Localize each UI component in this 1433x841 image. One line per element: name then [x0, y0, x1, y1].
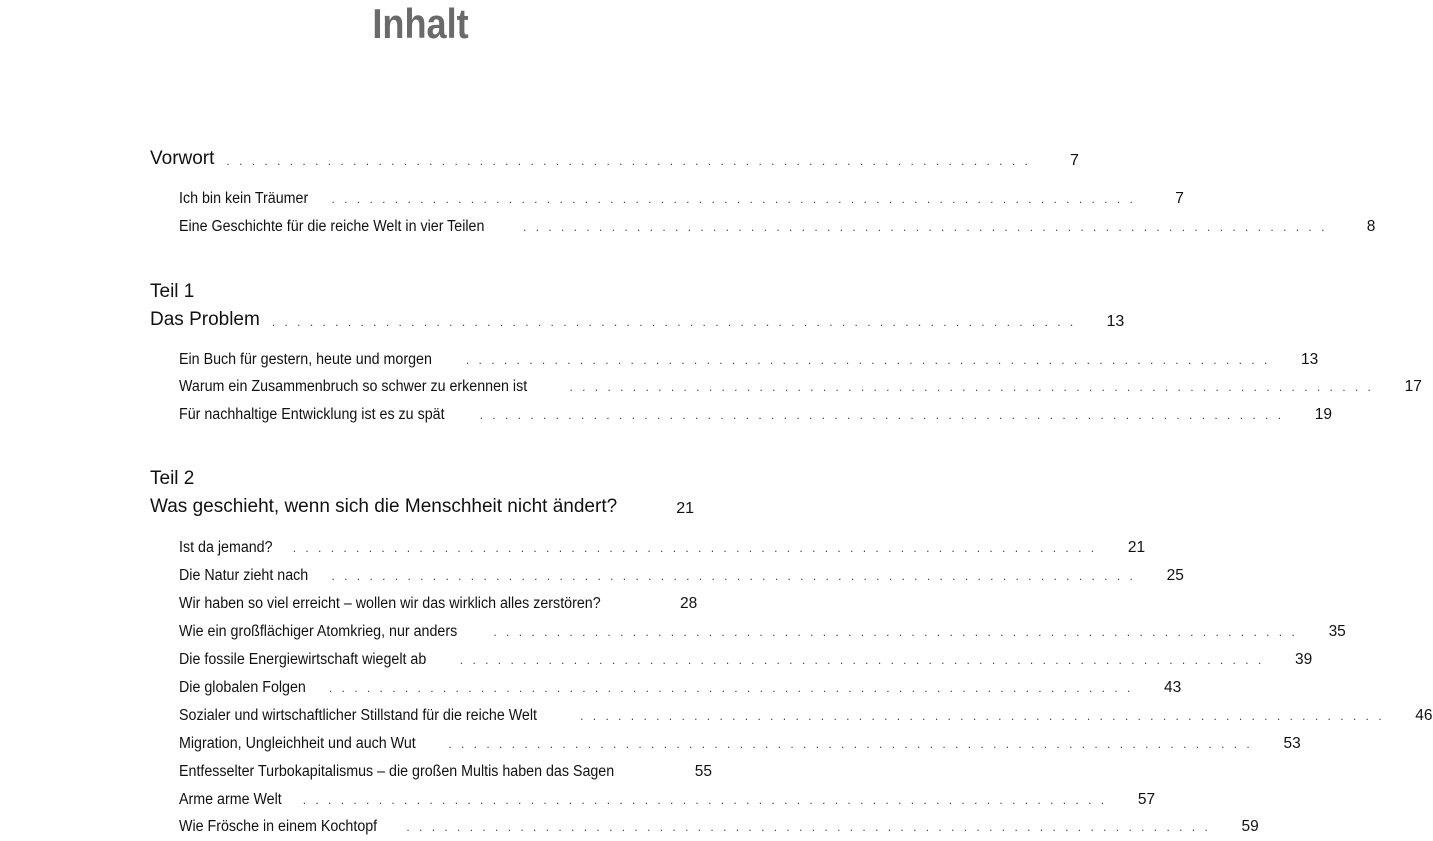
toc-item-title: Migration, Ungleichheit und auch Wut: [179, 735, 416, 752]
leader-dots: . . . . . . . . . . . . . . . . . . . . . . . . . . . . . . . . . . . . . . . . . . . . . . . . . . . . . . . . . . . . . . . .: [302, 793, 1108, 807]
toc-page-number: 59: [1241, 818, 1259, 835]
page-title: Inhalt: [372, 0, 469, 47]
toc-item-title: Die fossile Energiewirtschaft wiegelt ab: [179, 651, 427, 668]
toc-item: [179, 212, 1376, 236]
toc-item-title: Die Natur zieht nach: [179, 567, 309, 584]
leader-dots: . . . . . . . . . . . . . . . . . . . . . . . . . . . . . . . . . . . . . . . . . . . . . . . . . . . . . . . . . . . . . . . .: [493, 625, 1298, 639]
toc-part-label: Teil 2: [150, 468, 195, 489]
toc-chapter-vorwort: [150, 146, 1079, 170]
toc-page-number: 35: [1328, 623, 1346, 640]
toc-page-number: 55: [694, 763, 713, 780]
toc-page-number: 25: [1166, 567, 1184, 584]
toc-item: [179, 184, 1184, 208]
leader-dots: . . . . . . . . . . . . . . . . . . . . . . . . . . . . . . . . . . . . . . . . . . . . . . . . . . . . . . . . . . . . . . . .: [569, 380, 1374, 394]
toc-page-number: 13: [1301, 351, 1319, 368]
toc-chapter-title: Was geschieht, wenn sich die Menschheit nicht ändert?: [150, 496, 618, 517]
leader-dots: . . . . . . . . . . . . . . . . . . . . . . . . . . . . . . . . . . . . . . . . . . . . . . . . . . . . . . . . . . . . . . . .: [448, 737, 1253, 751]
toc-item: [179, 701, 1433, 725]
toc-item: [179, 645, 1313, 669]
toc-chapter-title: Das Problem: [150, 309, 260, 330]
toc-item-title: Ich bin kein Träumer: [179, 190, 309, 207]
leader-dots: . . . . . . . . . . . . . . . . . . . . . . . . . . . . . . . . . . . . . . . . . . . . . . . . . . . . . . . . . . . . . . . .: [479, 408, 1285, 422]
toc-page-number: 17: [1404, 378, 1422, 395]
toc-page-number: 53: [1283, 735, 1301, 752]
toc-item-title: Warum ein Zusammenbruch so schwer zu erkennen ist: [179, 378, 528, 395]
toc-item: [179, 400, 1333, 424]
toc-chapter-teil1: [150, 307, 1125, 331]
toc-item-title: Wir haben so viel erreicht – wollen wir das wirklich alles zerstören?: [179, 595, 601, 612]
toc-item: [179, 673, 1182, 697]
toc-item-title: Arme arme Welt: [179, 791, 282, 808]
toc-page-number: 21: [1127, 539, 1146, 556]
toc-item-title: Die globalen Folgen: [179, 679, 306, 696]
toc-part-label: Teil 1: [150, 281, 195, 302]
toc-item: [179, 757, 713, 781]
leader-dots: . . . . . . . . . . . . . . . . . . . . . . . . . . . . . . . . . . . . . . . . . . . . . . . . . . . . . . . . . . . . . . . .: [328, 681, 1134, 695]
toc-item-title: Wie Frösche in einem Kochtopf: [179, 818, 378, 835]
toc-page-number: 28: [680, 595, 698, 612]
leader-dots: . . . . . . . . . . . . . . . . . . . . . . . . . . . . . . . . . . . . . . . . . . . . . . . . . . . . . . . . . . . . . . . .: [522, 220, 1328, 234]
toc-page-number: 7: [1175, 190, 1184, 207]
leader-dots: . . . . . . . . . . . . . . . . . . . . . . . . . . . . . . . . . . . . . . . . . . . . . . . . . . . . . . . . . . . . . . . .: [331, 569, 1136, 583]
toc-item-title: Für nachhaltige Entwicklung ist es zu spät: [179, 406, 445, 423]
leader-dots: . . . . . . . . . . . . . . . . . . . . . . . . . . . . . . . . . . . . . . . . . . . . . . . . . . . . . . . . . . . . . . . .: [271, 315, 1077, 329]
leader-dots: . . . . . . . . . . . . . . . . . . . . . . . . . . . . . . . . . . . . . . . . . . . . . . . . . . . . . . . . . . . . . . . .: [226, 154, 1031, 168]
toc-chapter-title: Vorwort: [150, 148, 215, 169]
leader-dots: . . . . . . . . . . . . . . . . . . . . . . . . . . . . . . . . . . . . . . . . . . . . . . . . . . . . . . . . . . . . . . . .: [459, 653, 1265, 667]
leader-dots: . . . . . . . . . . . . . . . . . . . . . . . . . . . . . . . . . . . . . . . . . . . . . . . . . . . . . . . . . . . . . . . .: [292, 541, 1098, 555]
toc-item: [179, 729, 1301, 753]
toc-item-title: Wie ein großflächiger Atomkrieg, nur anders: [179, 623, 458, 640]
leader-dots: . . . . . . . . . . . . . . . . . . . . . . . . . . . . . . . . . . . . . . . . . . . . . . . . . . . . . . . . . . . . . . . .: [465, 353, 1271, 367]
toc-item: [179, 617, 1346, 641]
toc-page-number: 7: [1069, 152, 1079, 169]
toc-item-title: Ist da jemand?: [179, 539, 273, 556]
toc-page-number: 13: [1106, 313, 1125, 330]
toc-page-number: 43: [1164, 679, 1182, 696]
leader-dots: . . . . . . . . . . . . . . . . . . . . . . . . . . . . . . . . . . . . . . . . . . . . . . . . . . . . . . . . . . . . . . . .: [331, 192, 1136, 206]
toc-item-title: Ein Buch für gestern, heute und morgen: [179, 351, 432, 368]
toc-page-number: 21: [676, 500, 694, 517]
toc-item-title: Entfesselter Turbokapitalismus – die großen Multis haben das Sagen: [179, 763, 615, 780]
toc-item-title: Sozialer und wirtschaftlicher Stillstand für die reiche Welt: [179, 707, 537, 724]
toc-chapter-teil2: [150, 494, 694, 518]
toc-item-title: Eine Geschichte für die reiche Welt in vier Teilen: [179, 218, 485, 235]
toc-item: [179, 372, 1422, 396]
toc-item: [179, 345, 1319, 369]
toc-item: [179, 533, 1146, 557]
leader-dots: . . . . . . . . . . . . . . . . . . . . . . . . . . . . . . . . . . . . . . . . . . . . . . . . . . . . . . . . . . . . . . . .: [406, 820, 1211, 834]
toc-page-number: 57: [1137, 791, 1156, 808]
toc-page-number: 39: [1294, 651, 1313, 668]
toc-page-number: 8: [1366, 218, 1376, 235]
leader-dots: . . . . . . . . . . . . . . . . . . . . . . . . . . . . . . . . . . . . . . . . . . . . . . . . . . . . . . . . . . . . . . . .: [580, 709, 1385, 723]
toc-page-number: 46: [1415, 707, 1433, 724]
toc-item: [179, 589, 698, 613]
toc-page-number: 19: [1314, 406, 1333, 423]
toc-item: [179, 812, 1259, 836]
toc-item: [179, 785, 1156, 809]
toc-item: [179, 561, 1184, 585]
